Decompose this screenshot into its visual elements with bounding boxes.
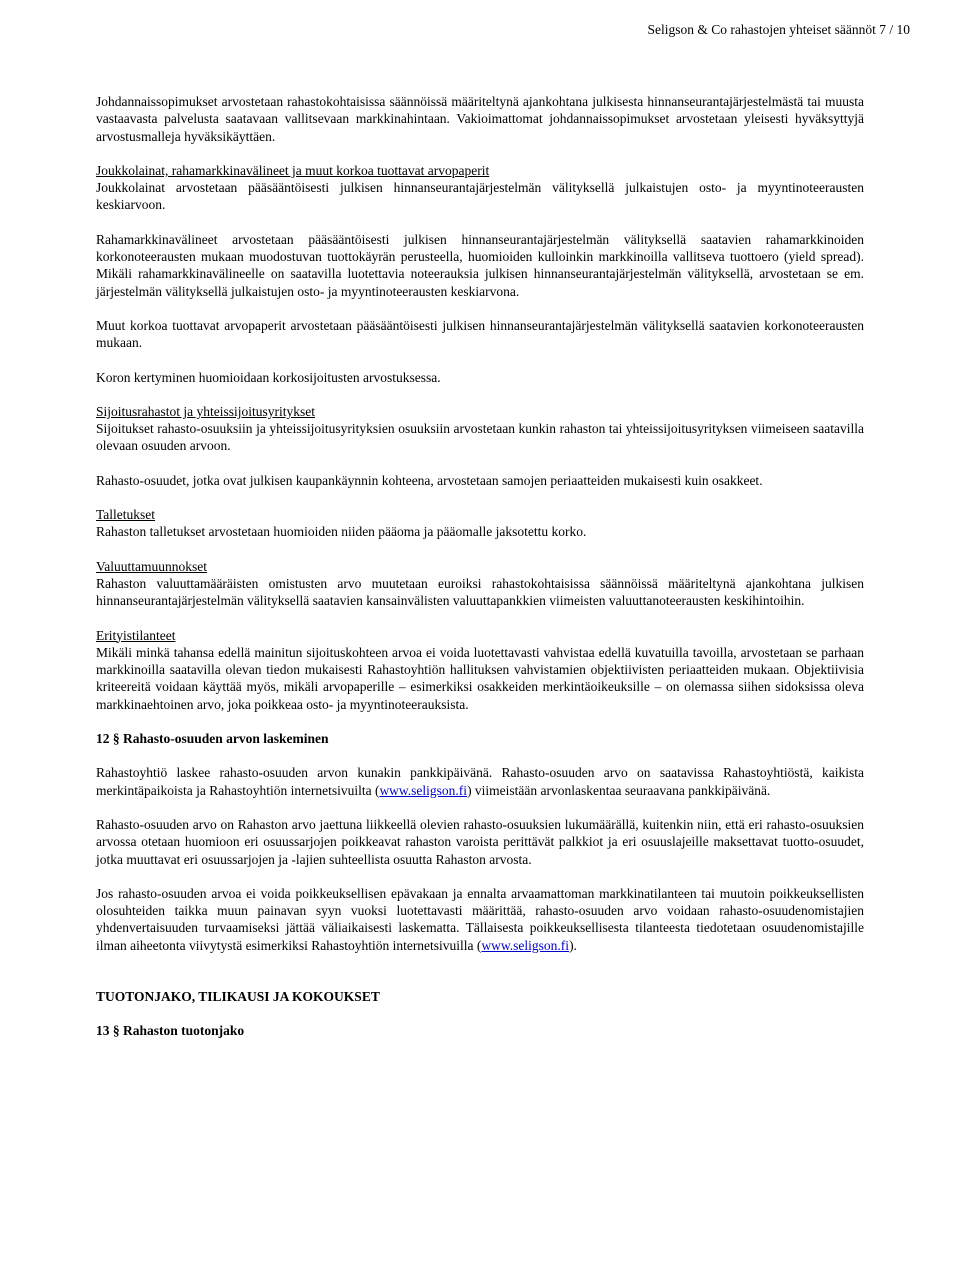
section-text: Mikäli minkä tahansa edellä mainitun sijoituskohteen arvoa ei voida luotettavasti vahvistaa edellä kuvatuilla tavoilla, arvostetaan se parhaan markkinoilla saatavilla olevan tiedon mukaisesti Rahastoyhtiön hallituksen vahvistamien objektiivisten periaatteiden mukaan. Objektiivisia kriteereitä voidaan käyttää myös, mikäli arvopaperille – esimerkiksi osakkeiden merkintäoikeuksille – on olemassa siihen sidoksissa oleva markkinaehtoinen arvo, joka poikkeaa osto- ja myyntinoteerauksista. xyxy=(96,644,864,712)
paragraph-accrual: Koron kertyminen huomioidaan korkosijoitusten arvostuksessa. xyxy=(96,369,441,385)
section-13-title: 13 § Rahaston tuotonjako xyxy=(96,1023,245,1039)
document-body xyxy=(96,93,864,1040)
paragraph-money-market: Rahamarkkinavälineet arvostetaan pääsääntöisesti julkisen hinnanseurantajärjestelmän välityksellä saatavien rahamarkkinoiden korkonoteerausten mukaan muodostuvan tuottokäyrän perusteella, huomioiden kulloinkin markkinoilla vallitseva tuottoero (yield spread). Mikäli rahamarkkinavälineelle on saatavilla luotettavia noteerauksia julkisen hinnanseurantajärjestelmän välityksellä, arvostetaan se em. järjestelmän välityksellä julkaistujen osto- ja myyntinoteerausten keskiarvona. xyxy=(96,231,864,299)
text-after-link: ). xyxy=(569,937,577,953)
section-text: Rahaston talletukset arvostetaan huomioiden niiden pääoma ja pääomalle jaksotettu korko. xyxy=(96,524,587,540)
text-before-link: Rahastoyhtiö laskee rahasto-osuuden arvon kunakin pankkipäivänä. Rahasto-osuuden arvo on saatavissa Rahastoyhtiöstä, kaikista merkintäpaikoista ja Rahastoyhtiön internetsivuilta ( xyxy=(96,765,864,798)
paragraph-nav-definition: Rahasto-osuuden arvo on Rahaston arvo jaettuna liikkeellä olevien rahasto-osuuksien lukumäärällä, kuitenkin niin, että eri rahasto-osuuksien arvossa otetaan huomioon eri osuussarjojen poikkeavat rahaston varoista perittävät palkkiot ja eri osuuslajeille maksettavat tuotto-osuudet, jotka muuttavat eri osuussarjojen ja -lajien suhteellista osuutta Rahaston arvosta. xyxy=(96,816,864,867)
section-heading: Erityistilanteet xyxy=(96,627,176,643)
section-special-cases xyxy=(96,627,864,713)
page-header: Seligson & Co rahastojen yhteiset säännöt 7 / 10 xyxy=(647,22,910,37)
section-currency xyxy=(96,558,864,610)
text-after-link: ) viimeistään arvonlaskentaa seuraavana pankkipäivänä. xyxy=(467,782,771,798)
paragraph-nav-calculation xyxy=(96,764,864,799)
paragraph-listed-units: Rahasto-osuudet, jotka ovat julkisen kaupankäynnin kohteena, arvostetaan samojen periaatteiden mukaisesti kuin osakkeet. xyxy=(96,472,763,488)
section-text: Sijoitukset rahasto-osuuksiin ja yhteissijoitusyrityksien osuuksiin arvostetaan kunkin rahaston tai yhteissijoitusyrityksen viimeiseen saatavilla olevaan osuuden arvoon. xyxy=(96,421,864,454)
section-heading: Sijoitusrahastot ja yhteissijoitusyritykset xyxy=(96,403,315,419)
section-bonds xyxy=(96,162,864,214)
section-heading: Valuuttamuunnokset xyxy=(96,558,207,574)
seligson-link[interactable]: www.seligson.fi xyxy=(481,937,570,953)
paragraph-other-interest: Muut korkoa tuottavat arvopaperit arvostetaan pääsääntöisesti julkisen hinnanseurantajärjestelmän välityksellä saatavien korkonoteerausten mukaan. xyxy=(96,317,864,351)
section-text: Rahaston valuuttamääräisten omistusten arvo muutetaan euroiksi rahastokohtaisissa säännöissä määriteltynä ajankohtana julkisen hinnanseurantajärjestelmän välityksellä saatavien kansainvälisten valuuttapankkien viimeisten valuuttanoteerausten keskihintoihin. xyxy=(96,575,864,609)
section-deposits xyxy=(96,506,864,541)
section-text: Joukkolainat arvostetaan pääsääntöisesti julkisen hinnanseurantajärjestelmän välityksellä julkaistujen osto- ja myyntinoteerausten keskiarvoon. xyxy=(96,180,864,213)
paragraph-nav-suspension xyxy=(96,885,864,954)
text-before-link: Jos rahasto-osuuden arvoa ei voida poikkeuksellisen epävakaan ja ennalta arvaamattoman markkinatilanteen tai muutoin poikkeuksellisten olosuhteiden taikka muun painavan syyn vuoksi luotettavasti määrittää, rahasto-osuuden arvo voidaan rahasto-osuudenomistajien yhdenvertaisuuden turvaamiseksi jättää väliaikaisesti laskematta. Tällaisesta poikkeuksellisesta tilanteesta tiedotetaan osuudenomistajille ilman aiheetonta viivytystä esimerkiksi Rahastoyhtiön internetsivuilla ( xyxy=(96,885,864,953)
section-12-title: 12 § Rahasto-osuuden arvon laskeminen xyxy=(96,731,329,747)
section-heading: Joukkolainat, rahamarkkinavälineet ja muut korkoa tuottavat arvopaperit xyxy=(96,162,490,178)
paragraph-derivatives: Johdannaissopimukset arvostetaan rahastokohtaisissa säännöissä määriteltynä ajankohtana julkisesta hinnanseurantajärjestelmästä tai muusta vastaavasta palvelusta saatavaan vallitsevaan markkinahintaan. Vakioimattomat johdannaissopimukset arvostetaan yleisesti hyväksyttyjä arvostusmalleja hyväksikäyttäen. xyxy=(96,94,864,144)
part-title: TUOTONJAKO, TILIKAUSI JA KOKOUKSET xyxy=(96,988,380,1004)
section-funds xyxy=(96,403,864,455)
seligson-link[interactable]: www.seligson.fi xyxy=(379,782,468,798)
section-heading: Talletukset xyxy=(96,507,156,523)
